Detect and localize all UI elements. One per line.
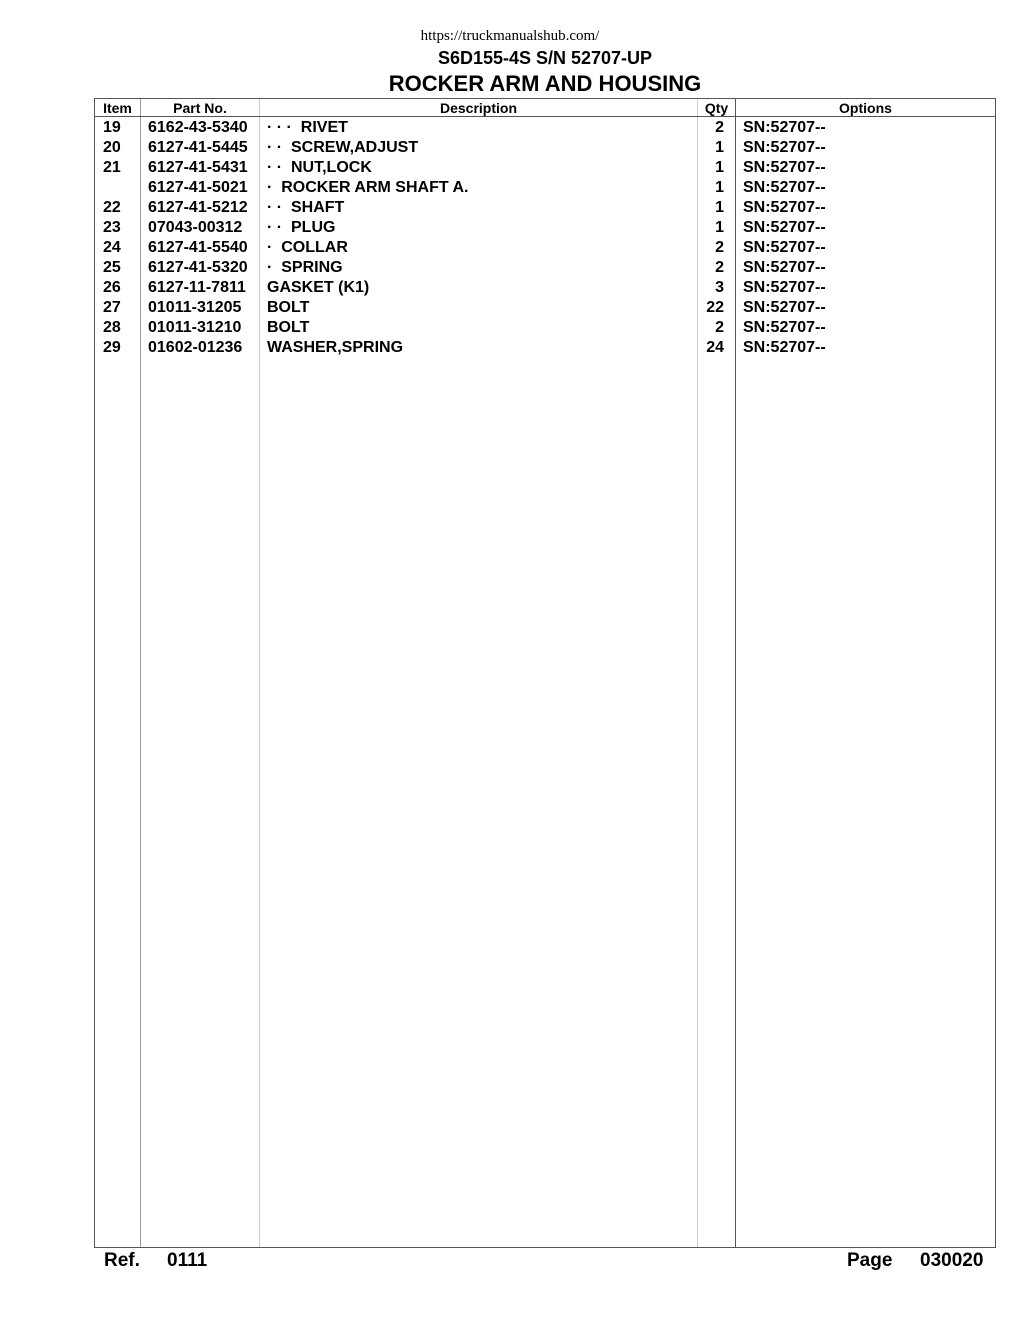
cell-qty: 2 [715,319,724,336]
cell-description: · · NUT,LOCK [267,159,372,176]
cell-qty: 1 [715,159,724,176]
table-row [95,139,995,159]
table-row [95,259,995,279]
model-heading: S6D155-4S S/N 52707-UP [437,48,653,68]
cell-qty: 2 [715,119,724,136]
cell-qty: 1 [715,139,724,156]
cell-options: SN:52707-- [743,159,826,176]
page-label: Page [847,1250,893,1271]
cell-item: 26 [103,279,121,296]
cell-qty: 3 [715,279,724,296]
cell-qty: 2 [715,259,724,276]
cell-description: WASHER,SPRING [267,339,404,356]
cell-qty: 24 [706,339,724,356]
table-row [95,199,995,219]
cell-part-no: 07043-00312 [148,219,243,236]
cell-qty: 2 [715,239,724,256]
header-divider [95,116,995,117]
cell-qty: 22 [706,299,724,316]
page-number: 030020 [920,1250,984,1271]
cell-options: SN:52707-- [743,219,826,236]
cell-description: · COLLAR [267,239,348,256]
cell-description: GASKET (K1) [267,279,370,296]
cell-description: · ROCKER ARM SHAFT A. [267,179,469,196]
cell-item: 28 [103,319,121,336]
cell-item: 24 [103,239,121,256]
cell-qty: 1 [715,199,724,216]
cell-item: 23 [103,219,121,236]
cell-part-no: 01602-01236 [148,339,243,356]
cell-description: · SPRING [267,259,343,276]
table-row [95,179,995,199]
cell-description: BOLT [267,319,310,336]
cell-description: · · SHAFT [267,199,345,216]
cell-item: 19 [103,119,121,136]
cell-options: SN:52707-- [743,319,826,336]
cell-part-no: 6127-41-5431 [148,159,248,176]
cell-options: SN:52707-- [743,199,826,216]
cell-part-no: 01011-31205 [148,299,242,316]
cell-part-no: 6127-41-5445 [148,139,248,156]
column-header-description: Description [439,100,517,116]
cell-item: 27 [103,299,121,316]
table-row [95,319,995,339]
cell-part-no: 6127-41-5540 [148,239,248,256]
cell-part-no: 6127-41-5021 [148,179,248,196]
cell-options: SN:52707-- [743,119,826,136]
cell-item: 21 [103,159,121,176]
column-header-part-no: Part No. [173,100,227,116]
table-row [95,339,995,359]
cell-description: · · · RIVET [267,119,348,136]
table-row [95,219,995,239]
cell-part-no: 6162-43-5340 [148,119,248,136]
table-row [95,159,995,179]
cell-description: BOLT [267,299,310,316]
cell-item: 25 [103,259,121,276]
cell-qty: 1 [715,179,724,196]
cell-part-no: 6127-41-5320 [148,259,248,276]
cell-qty: 1 [715,219,724,236]
cell-item: 20 [103,139,121,156]
cell-options: SN:52707-- [743,139,826,156]
table-row [95,239,995,259]
cell-options: SN:52707-- [743,299,826,316]
cell-options: SN:52707-- [743,179,826,196]
table-body [95,119,995,359]
column-header-qty: Qty [704,100,729,116]
cell-item: 29 [103,339,121,356]
cell-description: · · PLUG [267,219,336,236]
cell-part-no: 01011-31210 [148,319,242,336]
cell-item: 22 [103,199,121,216]
page-title: ROCKER ARM AND HOUSING [388,71,702,96]
cell-options: SN:52707-- [743,259,826,276]
cell-part-no: 6127-41-5212 [148,199,248,216]
cell-options: SN:52707-- [743,239,826,256]
table-row [95,299,995,319]
source-url[interactable]: https://truckmanualshub.com/ [420,28,600,44]
table-row [95,119,995,139]
parts-table [94,98,996,1248]
cell-options: SN:52707-- [743,339,826,356]
column-header-options: Options [839,100,892,116]
ref-value: 0111 [167,1250,208,1271]
cell-options: SN:52707-- [743,279,826,296]
cell-part-no: 6127-11-7811 [148,279,246,296]
table-row [95,279,995,299]
column-header-item: Item [103,100,132,116]
cell-description: · · SCREW,ADJUST [267,139,419,156]
ref-label: Ref. [104,1250,140,1271]
